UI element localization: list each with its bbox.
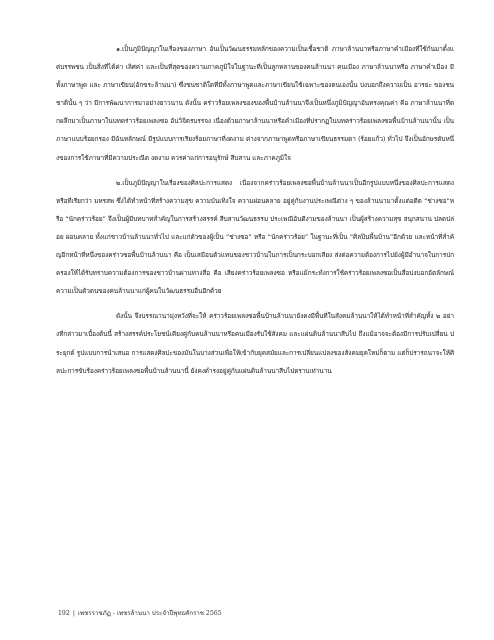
- journal-title: เพชรราชภัฏ - เพชรล้านนา ประจำปีพุทธศักราช 2565: [77, 610, 222, 617]
- page-number: 192: [58, 610, 70, 617]
- document-body: [56, 40, 454, 387]
- paragraph-conclusion: ดังนั้น จึงบรรณานามุ่งหวังที่จะให้ คร่าวร้อยเพลงซอพื้นบ้านล้านนายังคงมีพื้นที่ในสังคมล้านนาให้ได้ทำหน้าที่สำคัญทั้ง ๒ อย่างที่กล่าวมาเบื้องต้นนี้ สร้างสรรค์ประโยชน์เคียงคู่กับคนล้านนาหรือคนเมืองรับใช้สังคม และแผ่นดินล้านนาสืบไป ถึงแม้อาจจะต้องมีการปรับเปลี่ยน ประยุกต์ รูปแบบการนำเสนอ การแสดงศิลปะของมันในบางส่วนเพื่อให้เข้ากับยุคสมัยและการเปลี่ยนแปลงของสังคมยุคใหม่ก็ตาม แต่ก็ปรารถนาจะให้ศิลปะการขับร้องคร่าวร้อยเพลงซอพื้นบ้านล้านนานี้ ยังคงดำรงอยู่คู่กับแผ่นดินล้านนาสืบไปตราบเท่านาน: [56, 312, 454, 375]
- paragraph-performance-wisdom: ๒.เป็นภูมิปัญญาในเรื่องของศิลปะการแสดง เนื่องจากคร่าวร้อยเพลงซอพื้นบ้านล้านนาเป็นอีกรูปแบบหนึ่งของศิลปะการแสดง หรือที่เรียกว่า มหรสพ ซึ่งได้ทำหน้าที่สร้างความสุข ความบันเทิงใจ ความผ่อนคลาย อยู่คู่กับงานประเพณีต่าง ๆ ของล้านนามาตั้งแต่อดีต “ช่างซอ”หรือ “นักคร่าวร้อย” จึงเป็นผู้มีบทบาทสำคัญในการสร้างสรรค์ สืบสานวัฒนธรรม ประเพณีอันดีงามของล้านนา เป็นผู้สร้างความสุข สนุกสนาน ปลดปล่อย ผ่อนคลาย ทั้งแก่ชาวบ้านล้านนาทั่วไป และแก่ตัวของผู้เป็น “ช่างซอ” หรือ “นักคร่าวร้อย” ในฐานะที่เป็น “ศิลปินพื้นบ้าน”อีกด้วย และหน้าที่สำคัญอีกหน้าที่หนึ่งของคร่าวซอพื้นบ้านล้านนา คือ เป็นเสมือนตัวแทนของชาวบ้านในการเป็นกระบอกเสียง ส่งต่อความต้องการไปยังผู้มีอำนาจในการปกครองให้ได้รับทราบความต้องการของชาวบ้านผ่านทางสื่อ คือ เสียงคร่าวร้อยเพลงซอ หรือแม้กระทั่งการใช้คร่าวร้อยเพลงซอเป็นสื่อบ่งบอกอัตลักษณ์ ความเป็นตัวตนของคนล้านนาแก่ผู้คนในวัฒนธรรมอื่นอีกด้วย: [56, 178, 454, 296]
- paragraph-language-wisdom: ๑.เป็นภูมิปัญญาในเรื่องของภาษา อันเป็นวัฒนธรรมหลักของความเป็นเชื้อชาติ ภาษาล้านนาหรือภาษาคำเมืองที่ใช้กันมาตั้งแต่บรรพชน เป็นสิ่งที่ได้ค่า เลิศค่า และเป็นที่สุดของความภาคภูมิใจในฐานะที่เป็นลูกหลานของคนล้านนา คนเมือง ภาษาล้านนาหรือ ภาษาคำเมือง มีทั้งภาษาพูด และ ภาษาเขียน(อักขระล้านนา) ซึ่งชนชาติใดที่มีทั้งภาษาพูดและภาษาเขียนใช้เฉพาะของตนเองนั้น บ่งบอกถึงความเป็น อารยะ ของชนชาตินั้น ๆ ว่า มีการพัฒนาการมาอย่างยาวนาน ดังนั้น คร่าวร้อยเพลงของของพื้นบ้านล้านนาจึงเป็นหนึ่งภูมิปัญญาอันทรงคุณค่า คือ ภาษาล้านนาที่ตกผลึกมาเป็นภาษาในบทคร่าวร้อยเพลงซอ อันวิจิตรบรรจง เนื่องด้วยภาษาล้านนาหรือคำเมืองที่ปรากฏในบทคร่าวร้อยเพลงซอพื้นบ้านล้านนานั้น เป็นภาษาแบบร้อยกรอง มีฉันทลักษณ์ มีรูปแบบการเรียงร้อยภาษาที่งดงาม ต่างจากภาษาพูดหรือภาษาเขียนธรรมดา (ร้อยแก้ว) ทั่วไป จึงเป็นอักษรดับหนึ่งของการใช้ภาษาที่มีความประณีต งดงาม ควรค่าแก่การอนุรักษ์ สืบสาน และภาคภูมิใจ: [56, 45, 454, 162]
- footer-separator: |: [72, 610, 75, 617]
- page-footer: [58, 608, 222, 618]
